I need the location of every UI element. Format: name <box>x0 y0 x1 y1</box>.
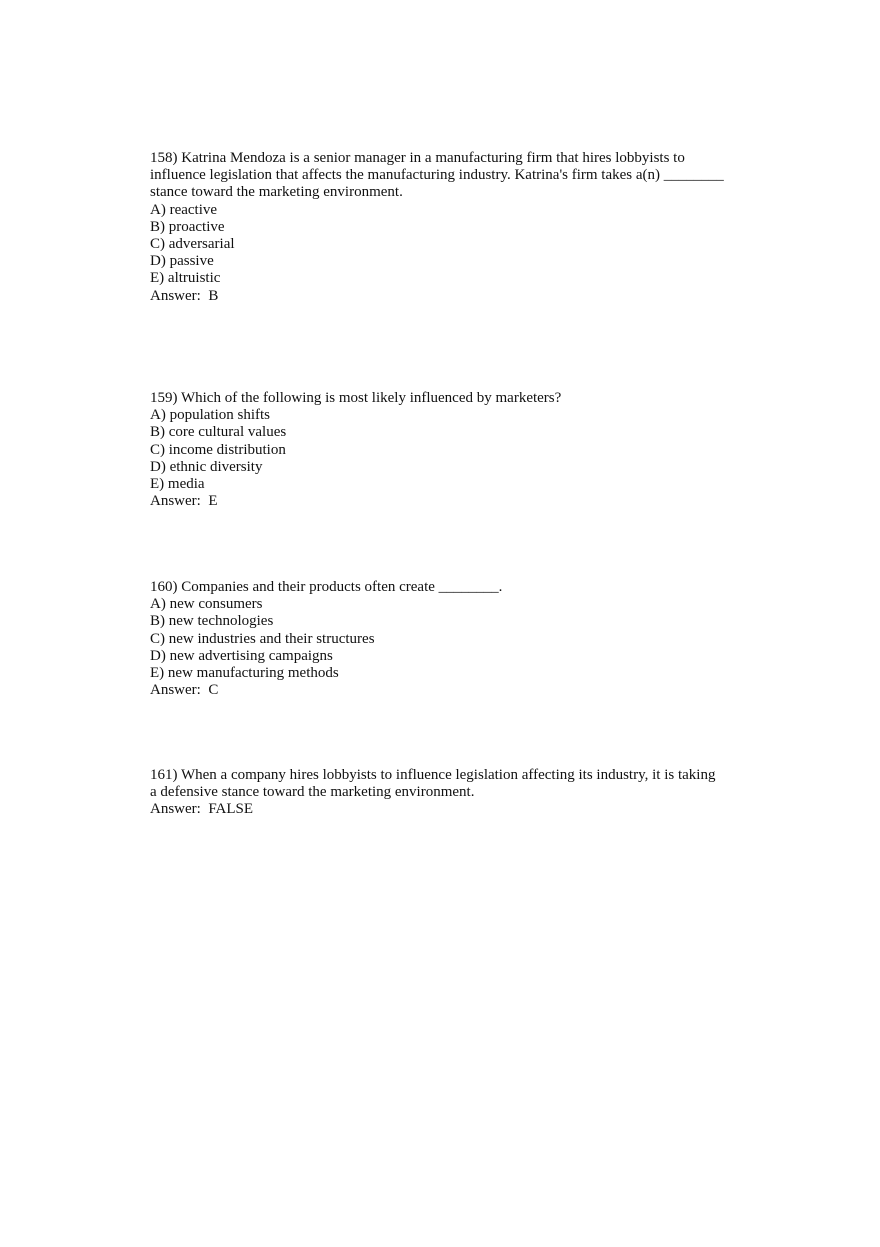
answer-option-c: C) adversarial <box>150 236 235 253</box>
answer-option-e: E) media <box>150 476 205 493</box>
answer-option-d: D) new advertising campaigns <box>150 647 333 664</box>
question-stem-line: stance toward the marketing environment. <box>150 184 403 201</box>
answer-key: Answer: FALSE <box>150 801 254 818</box>
question-stem-line: influence legislation that affects the manufacturing industry. Katrina's firm takes a(n) ________ <box>150 167 724 184</box>
question-161 <box>150 767 730 819</box>
question-158 <box>150 150 730 305</box>
answer-option-a: A) population shifts <box>150 407 270 424</box>
question-stem-line: a defensive stance toward the marketing environment. <box>150 784 475 801</box>
question-stem-line: 159) Which of the following is most likely influenced by marketers? <box>150 390 562 406</box>
answer-option-c: C) income distribution <box>150 441 286 458</box>
answer-option-e: E) altruistic <box>150 270 221 287</box>
answer-option-b: B) new technologies <box>150 613 274 630</box>
answer-option-a: A) new consumers <box>150 596 263 613</box>
question-stem-line: 158) Katrina Mendoza is a senior manager in a manufacturing firm that hires lobbyists to <box>150 150 685 166</box>
answer-key: Answer: B <box>150 287 219 304</box>
question-159 <box>150 390 730 510</box>
answer-option-e: E) new manufacturing methods <box>150 665 339 682</box>
answer-option-b: B) core cultural values <box>150 424 287 441</box>
question-160 <box>150 579 730 699</box>
question-stem-line: 161) When a company hires lobbyists to influence legislation affecting its industry, it is taking <box>150 767 716 783</box>
answer-key: Answer: E <box>150 493 218 510</box>
answer-option-a: A) reactive <box>150 201 218 218</box>
answer-key: Answer: C <box>150 682 219 699</box>
answer-option-d: D) passive <box>150 253 214 270</box>
answer-option-b: B) proactive <box>150 218 225 235</box>
answer-option-d: D) ethnic diversity <box>150 458 263 475</box>
answer-option-c: C) new industries and their structures <box>150 630 375 647</box>
question-stem-line: 160) Companies and their products often create ________. <box>150 579 503 595</box>
